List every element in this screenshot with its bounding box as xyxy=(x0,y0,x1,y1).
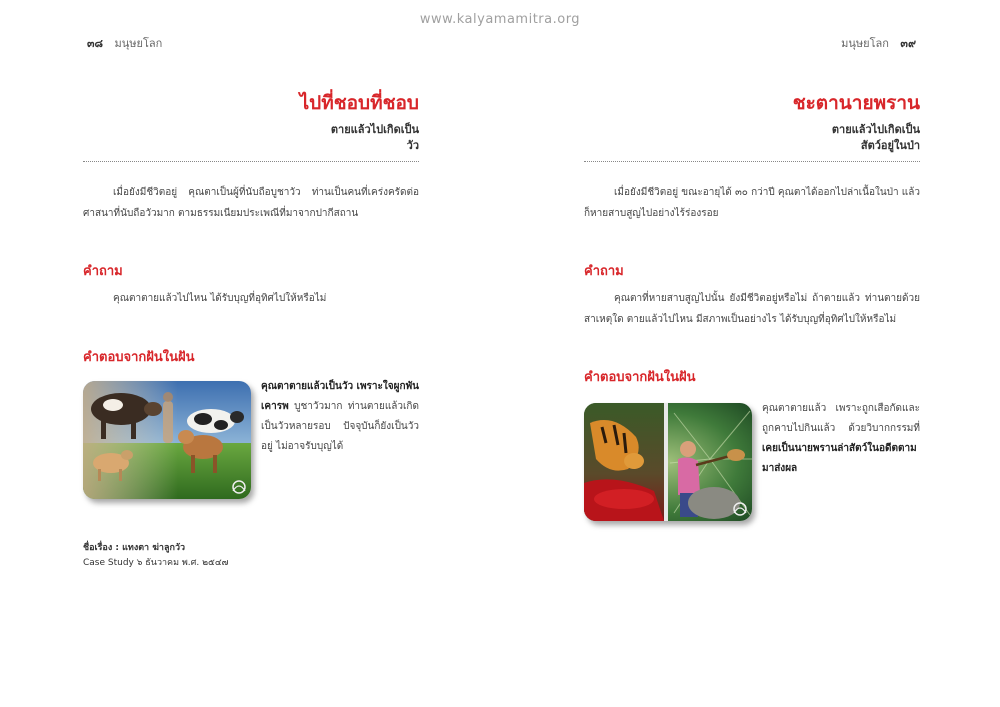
subtitle-line-1: ตายแล้วไปเกิดเป็น xyxy=(330,123,419,136)
question-text: คุณตาตายแล้วไปไหน ได้รับบุญที่อุทิศไปให้หรือไม่ xyxy=(113,293,327,304)
page-number: ๓๘ xyxy=(87,37,104,50)
intro-text: เมื่อยังมีชีวิตอยู่ ขณะอายุได้ ๓๐ กว่าปี คุณตาได้ออกไปล่าเนื้อในป่า แล้วก็หายสาบสูญไปอย่างไร้ร่องรอย xyxy=(584,187,920,219)
answer-rest: บูชาวัวมาก ท่านตายแล้วเกิดเป็นวัวหลายรอบ ปัจจุบันก็ยังเป็นวัวอยู่ ไม่อาจรับบุญได้ xyxy=(261,401,419,452)
answer-text xyxy=(261,377,419,457)
right-page xyxy=(584,0,920,707)
site-url: www.kalyamamitra.org xyxy=(419,12,581,27)
answer-text xyxy=(762,399,920,479)
dotted-divider xyxy=(584,161,920,162)
cow-illustration xyxy=(83,381,251,499)
answer-heading: คำตอบจากฝันในฝัน xyxy=(83,350,195,365)
story-title: ชะตานายพราน xyxy=(792,92,920,114)
question-heading: คำถาม xyxy=(83,264,123,279)
left-running-header xyxy=(83,34,166,52)
source-title: ชื่อเรื่อง : แทงตา ฆ่าลูกวัว xyxy=(83,543,186,553)
answer-heading: คำตอบจากฝันในฝัน xyxy=(584,370,696,385)
dotted-divider xyxy=(83,161,419,162)
question-paragraph xyxy=(584,288,920,330)
story-subtitle xyxy=(331,122,419,154)
page-number: ๓๙ xyxy=(900,37,916,50)
story-subtitle xyxy=(832,122,920,154)
source-case: Case Study ๖ ธันวาคม พ.ศ. ๒๕๔๗ xyxy=(83,558,229,568)
running-title: มนุษยโลก xyxy=(841,37,889,50)
tiger-hunter-illustration xyxy=(584,403,752,521)
answer-plain: คุณตาตายแล้ว เพราะถูกเสือกัดและถูกคาบไปกินแล้ว ด้วยวิบากกรรมที่ xyxy=(762,403,920,434)
question-heading: คำถาม xyxy=(584,264,624,279)
source-citation xyxy=(83,541,228,571)
subtitle-line-2: สัตว์อยู่ในป่า xyxy=(860,139,920,152)
running-title: มนุษยโลก xyxy=(114,37,163,50)
answer-bold: คุณตาตายแล้วเป็นวัว เพราะใจผูกพัน เคารพ xyxy=(261,381,419,412)
subtitle-line-1: ตายแล้วไปเกิดเป็น xyxy=(831,123,920,136)
question-text: คุณตาที่หายสาบสูญไปนั้น ยังมีชีวิตอยู่หรือไม่ ถ้าตายแล้ว ท่านตายด้วยสาเหตุใด ตายแล้วไปไหน มีสภาพเป็นอย่างไร ได้รับบุญที่อุทิศไปให้หรือไม่ xyxy=(584,293,920,325)
intro-paragraph xyxy=(83,182,419,224)
story-title: ไปที่ชอบที่ชอบ xyxy=(299,92,419,114)
subtitle-line-2: วัว xyxy=(406,139,419,152)
left-page xyxy=(83,0,419,707)
right-running-header xyxy=(837,34,920,52)
answer-bold: เคยเป็นนายพรานล่าสัตว์ในอดีตตามมาส่งผล xyxy=(762,443,917,474)
intro-paragraph xyxy=(584,182,920,224)
question-paragraph xyxy=(83,288,419,309)
intro-text: เมื่อยังมีชีวิตอยู่ คุณตาเป็นผู้ที่นับถือบูชาวัว ท่านเป็นคนที่เคร่งครัดต่อศาสนาที่นับถือวัวมาก ตามธรรมเนียมประเพณีที่มาจากปากีสถาน xyxy=(83,187,419,219)
